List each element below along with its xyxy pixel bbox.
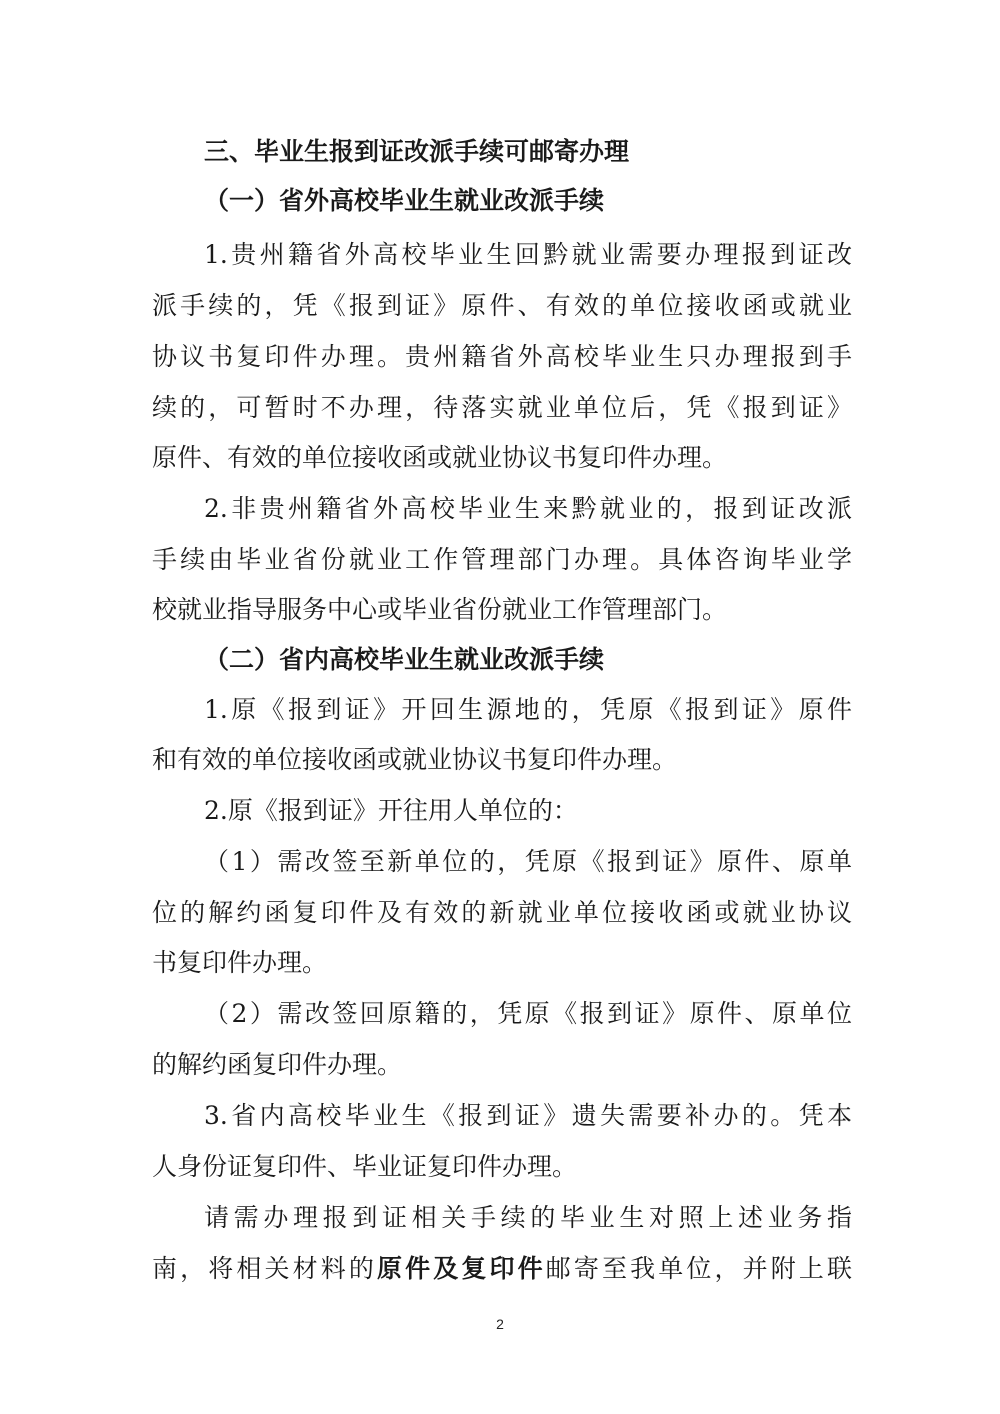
paragraph-line: 1.原《报到证》开回生源地的，凭原《报到证》原件 bbox=[204, 695, 852, 724]
paragraph-line: 和有效的单位接收函或就业协议书复印件办理。 bbox=[152, 745, 678, 774]
subsection-heading-1: （一）省外高校毕业生就业改派手续 bbox=[204, 186, 605, 215]
paragraph-line: 原件、有效的单位接收函或就业协议书复印件办理。 bbox=[152, 443, 728, 472]
paragraph-line: （2）需改签回原籍的，凭原《报到证》原件、原单位 bbox=[204, 999, 852, 1028]
paragraph-line: 校就业指导服务中心或毕业省份就业工作管理部门。 bbox=[152, 595, 728, 624]
paragraph-line: 续的，可暂时不办理，待落实就业单位后，凭《报到证》 bbox=[152, 393, 852, 422]
paragraph-line: 1.贵州籍省外高校毕业生回黔就业需要办理报到证改 bbox=[204, 240, 852, 269]
paragraph-line: 手续由毕业省份就业工作管理部门办理。具体咨询毕业学 bbox=[152, 545, 852, 574]
paragraph-line: 2.非贵州籍省外高校毕业生来黔就业的，报到证改派 bbox=[204, 494, 852, 523]
paragraph-line: 的解约函复印件办理。 bbox=[152, 1050, 403, 1079]
paragraph-line: 派手续的，凭《报到证》原件、有效的单位接收函或就业 bbox=[152, 291, 852, 320]
closing-text-pre: 南，将相关材料的 bbox=[152, 1254, 377, 1283]
section-heading: 三、毕业生报到证改派手续可邮寄办理 bbox=[204, 137, 630, 166]
paragraph-line: （1）需改签至新单位的，凭原《报到证》原件、原单 bbox=[204, 847, 852, 876]
subsection-heading-2: （二）省内高校毕业生就业改派手续 bbox=[204, 645, 605, 674]
paragraph-line: 请需办理报到证相关手续的毕业生对照上述业务指 bbox=[204, 1203, 852, 1232]
closing-text-bold: 原件及复印件 bbox=[377, 1254, 546, 1283]
paragraph-line: 3.省内高校毕业生《报到证》遗失需要补办的。凭本 bbox=[204, 1101, 852, 1130]
page-number: 2 bbox=[496, 1316, 504, 1332]
paragraph-line: 书复印件办理。 bbox=[152, 948, 328, 977]
paragraph-line: 人身份证复印件、毕业证复印件办理。 bbox=[152, 1152, 578, 1181]
closing-line-mixed bbox=[152, 1254, 852, 1284]
paragraph-line: 位的解约函复印件及有效的新就业单位接收函或就业协议 bbox=[152, 898, 852, 927]
closing-text-post: 邮寄至我单位，并附上联 bbox=[545, 1254, 852, 1283]
paragraph-line: 2.原《报到证》开往用人单位的： bbox=[204, 796, 578, 825]
paragraph-line: 协议书复印件办理。贵州籍省外高校毕业生只办理报到手 bbox=[152, 342, 852, 371]
